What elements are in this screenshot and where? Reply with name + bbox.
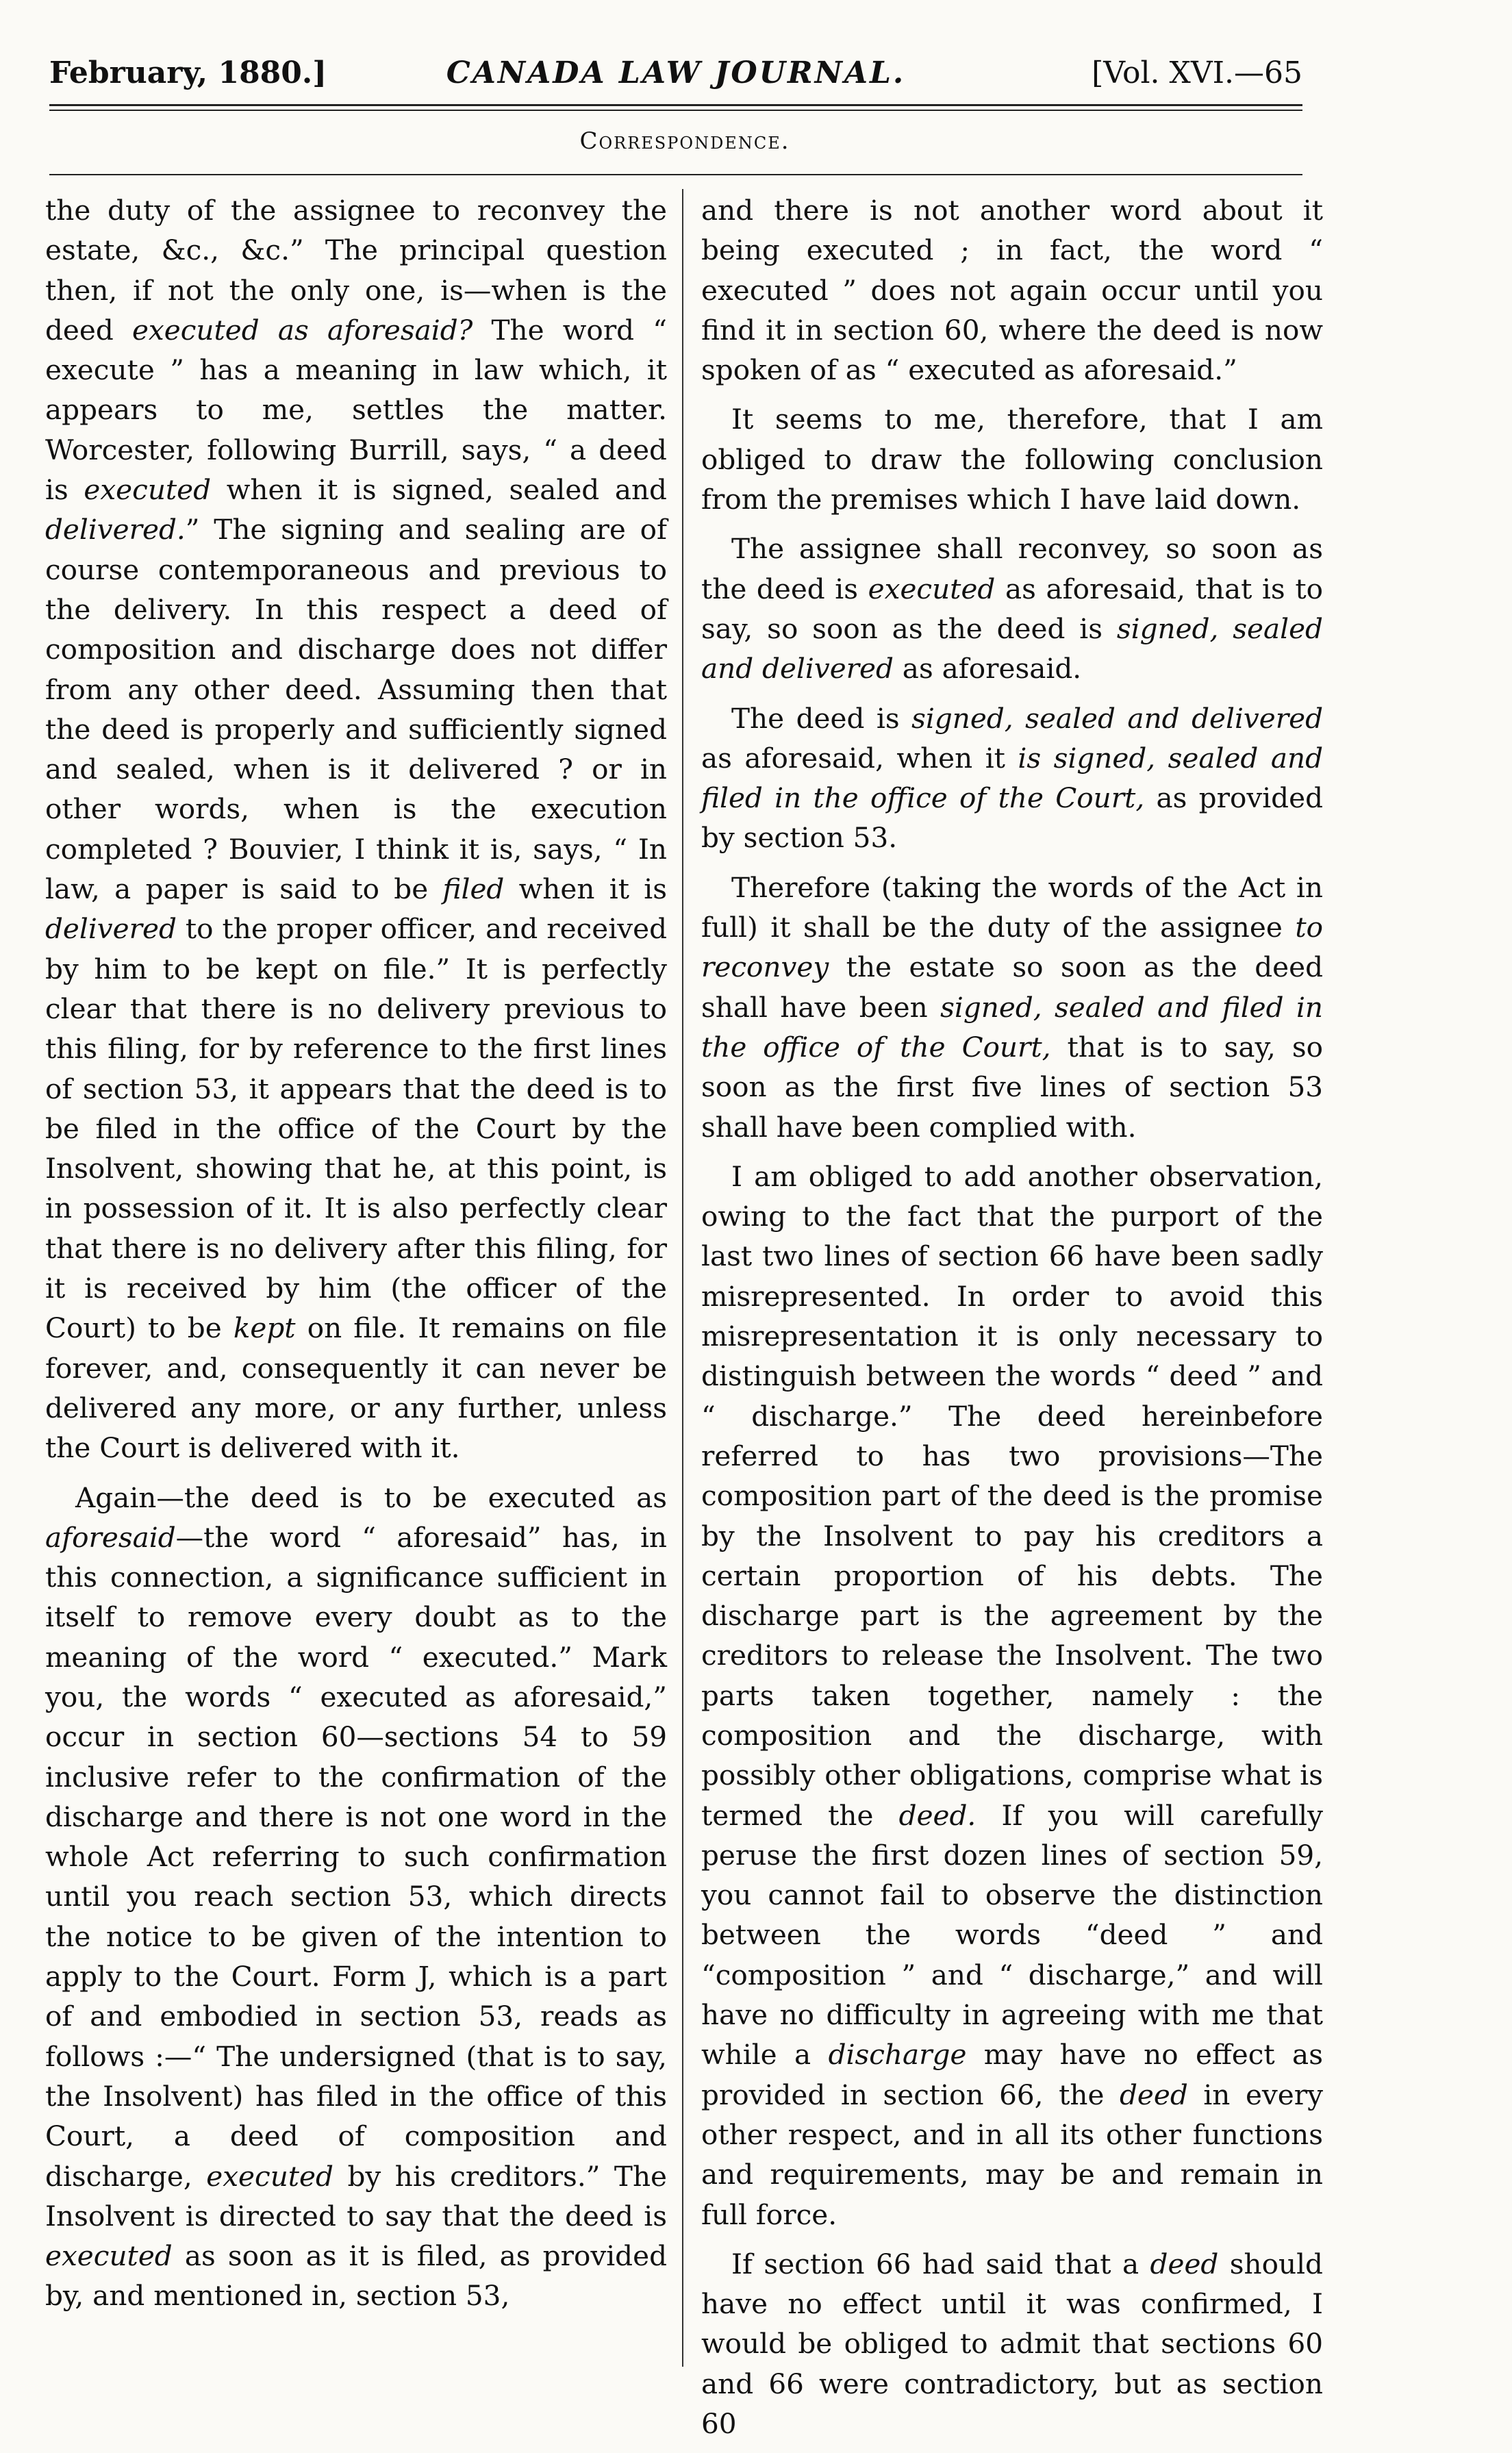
text-run: It seems to me, therefore, that I am obliged to draw the following conclusion from the premises which I have laid down.	[701, 403, 1323, 516]
italic-text: aforesaid	[45, 1520, 176, 1554]
text-run: If section 66 had said that a	[731, 2247, 1150, 2280]
italic-text: deed	[1120, 2078, 1188, 2111]
italic-text: executed	[206, 2159, 333, 2193]
text-run: The word “ execute ” has a meaning in law which, it appears to me, settles the matter. Worcester, following Burrill, says, “ a deed is	[45, 313, 667, 507]
section-rule	[49, 174, 1302, 175]
text-run: may have no effect as provided in section 66, the	[701, 2038, 1323, 2111]
text-run: and there is not another word about it being executed ; in fact, the word “ executed ” does not again occur until you find it in section 60, where the deed is now spoken of as “ executed as aforesaid.”	[701, 194, 1323, 387]
italic-text: filed	[442, 872, 505, 906]
paragraph	[701, 529, 1323, 688]
running-head	[49, 52, 1302, 95]
italic-text: to reconvey	[701, 911, 1323, 984]
text-run: when it is signed, sealed and	[211, 473, 667, 507]
text-run: to the proper officer, and received by him to be kept on file.” It is perfectly clear that there is no delivery previous to this filing, for by reference to the first lines of section 53, it appears that the deed is to be filed in the office of the Court by the Insolvent, showing that he, at this point, is in possession of it. It is also perfectly clear that there is no delivery after this filing, for it is received by him (the officer of the Court) to be	[45, 912, 667, 1345]
italic-text: signed, sealed and filed in the office of the Court,	[701, 990, 1323, 1064]
text-run: that is to say, so soon as the first five lines of section 53 shall have been complied with.	[701, 1030, 1323, 1144]
italic-text: kept	[233, 1311, 296, 1345]
italic-text: executed	[84, 473, 212, 507]
italic-text: executed	[45, 2239, 173, 2273]
text-run: ” The signing and sealing are of course contemporaneous and previous to the delivery. In this respect a deed of composition and discharge does not differ from any other deed. Assuming then that the deed is properly and sufficiently signed and sealed, when is it delivered ? or in other words, when is the execution completed ? Bouvier, I think it is, says, “ In law, a paper is said to be	[45, 513, 667, 906]
text-run: Therefore (taking the words of the Act in full) it shall be the duty of the assignee	[701, 870, 1323, 944]
text-run: as aforesaid, that is to say, so soon as the deed is	[701, 572, 1323, 645]
text-run: I am obliged to add another observation, owing to the fact that the purport of the last two lines of section 66 have been sadly misrepresented. In order to avoid this misrepresentation it is only necessary to distinguish between the words “ deed ” and “ discharge.” The deed hereinbefore referred to has two provisions—The composition part of the deed is the promise by the Insolvent to pay his creditors a certain proportion of his debts. The discharge part is the agreement by the creditors to release the Insolvent. The two parts taken together, namely : the composition and the discharge, with possibly other obligations, comprise what is termed the	[701, 1159, 1323, 1832]
text-run: the estate so soon as the deed shall have been	[701, 951, 1323, 1024]
text-run: as soon as it is filed, as provided by, and mentioned in, section 53,	[45, 2239, 667, 2313]
italic-text: executed as aforesaid?	[131, 313, 473, 347]
text-run: on file. It remains on file forever, and, consequently it can never be delivered any more, or any further, unless the Court is delivered with it.	[45, 1311, 667, 1465]
italic-text: delivered	[45, 912, 177, 946]
text-run: by his creditors.” The Insolvent is directed to say that the deed is	[45, 2159, 667, 2232]
italic-text: executed	[868, 572, 996, 605]
italic-text: signed, sealed and delivered	[911, 701, 1323, 735]
text-run: as provided by section 53.	[701, 781, 1323, 855]
italic-text: discharge	[828, 2038, 967, 2072]
text-run: when it is	[504, 872, 667, 906]
header-double-rule	[49, 104, 1302, 111]
paragraph	[701, 699, 1323, 858]
paragraph	[701, 399, 1323, 519]
text-run: The deed is	[731, 701, 912, 735]
right-column	[701, 190, 1323, 2453]
text-run: as aforesaid.	[893, 652, 1082, 685]
paragraph	[701, 868, 1323, 1147]
text-run: Again—the deed is to be executed as	[75, 1481, 667, 1514]
volume-page-number: [Vol. XVI.—65	[1092, 55, 1302, 90]
issue-date: February, 1880.]	[49, 55, 327, 90]
italic-text: delivered.	[45, 513, 186, 546]
text-run: If you will carefully peruse the first dozen lines of section 59, you cannot fail to observe the distinction between the words “deed ” and “composition ” and “ discharge,” and will have no difficulty in agreeing with me that while a	[701, 1798, 1323, 2072]
paragraph	[701, 1157, 1323, 2235]
italic-text: is signed, sealed and filed in the office of the Court,	[701, 741, 1323, 815]
italic-text: deed.	[898, 1798, 977, 1832]
italic-text: deed	[1150, 2247, 1219, 2280]
text-run: The assignee shall reconvey, so soon as the deed is	[701, 532, 1323, 605]
column-divider	[682, 189, 683, 2367]
paragraph	[701, 190, 1323, 390]
text-run: the duty of the assignee to reconvey the estate, &c., &c.” The principal question then, if not the only one, is—when is the deed	[45, 194, 667, 347]
text-run: should have no effect until it was confirmed, I would be obliged to admit that sections 60 and 66 were contradictory, but as section 60	[701, 2247, 1323, 2441]
paragraph	[45, 190, 667, 1468]
section-heading: Correspondence.	[579, 127, 790, 155]
paragraph	[45, 1478, 667, 2316]
italic-text: signed, sealed and delivered	[701, 612, 1323, 685]
left-column	[45, 190, 667, 2326]
text-run: as aforesaid, when it	[701, 741, 1018, 775]
text-run: in every other respect, and in all its other functions and requirements, may be and remain in full force.	[701, 2078, 1323, 2231]
text-run: —the word “ aforesaid” has, in this connection, a significance sufficient in itself to remove every doubt as to the meaning of the word “ executed.” Mark you, the words “ executed as aforesaid,” occur in section 60—sections 54 to 59 inclusive refer to the confirmation of the discharge and there is not one word in the whole Act referring to such confirmation until you reach section 53, which directs the notice to be given of the intention to apply to the Court. Form J, which is a part of and embodied in section 53, reads as follows :—“ The undersigned (that is to say, the Insolvent) has filed in the office of this Court, a deed of composition and discharge,	[45, 1520, 667, 2193]
paragraph	[701, 2244, 1323, 2443]
journal-title: CANADA LAW JOURNAL.	[446, 55, 906, 90]
